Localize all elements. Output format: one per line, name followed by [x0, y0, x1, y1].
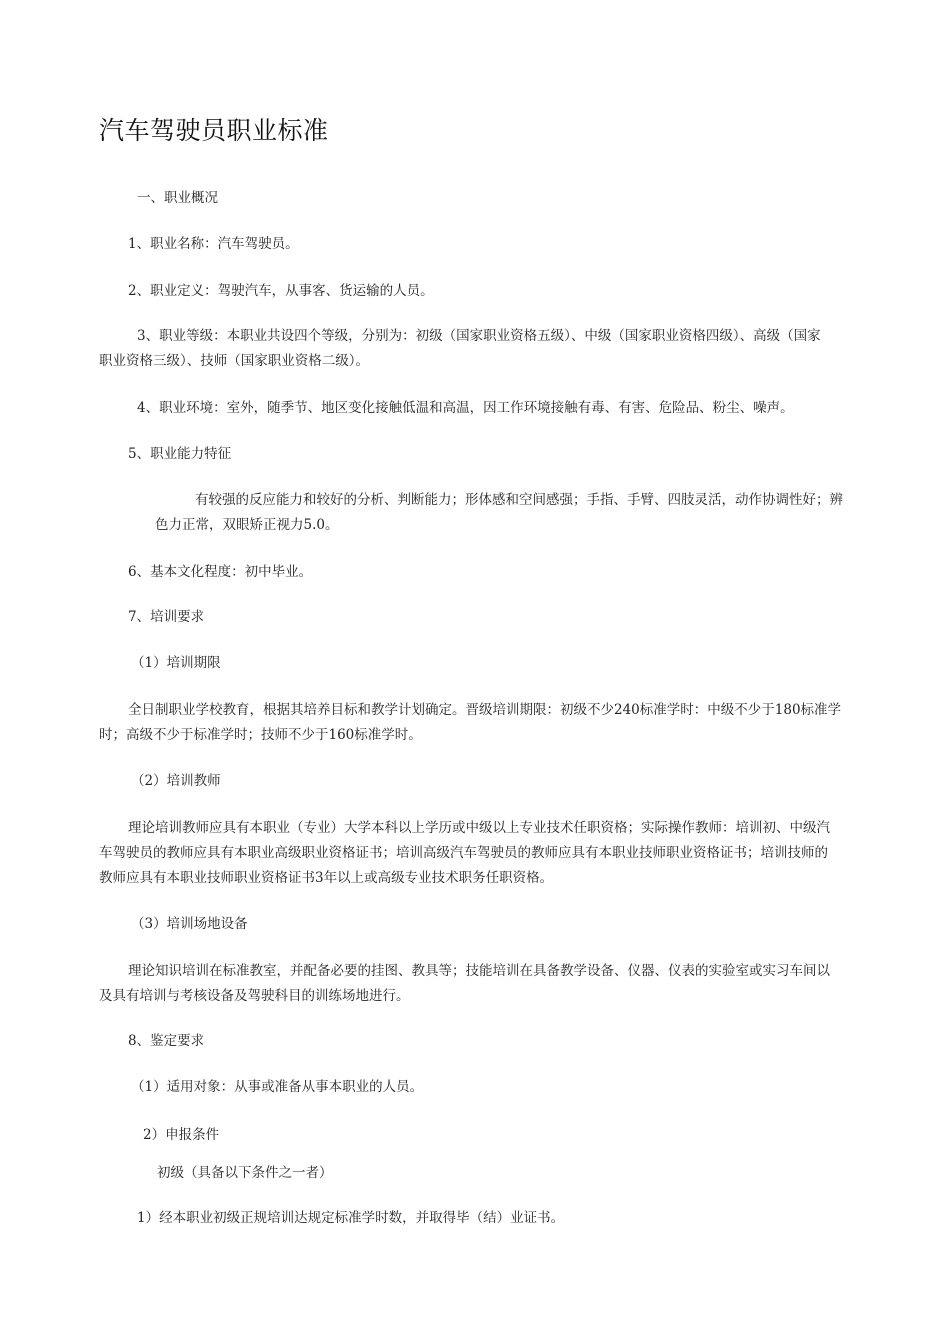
- document-title: 汽车驾驶员职业标准: [99, 116, 329, 145]
- paragraph-training-period-line1: 全日制职业学校教育，根据其培养目标和教学计划确定。晋级培训期限：初级不少240标准学时：中级不少于180标准学: [128, 702, 842, 718]
- paragraph-trainer-line3: 教师应具有本职业技师职业资格证书3年以上或高级专业技术职务任职资格。: [99, 870, 554, 886]
- paragraph-applicable-objects: （1）适用对象：从事或准备从事本职业的人员。: [131, 1079, 424, 1095]
- paragraph-training-period-line2: 时；高级不少于标准学时；技师不少于160标准学时。: [99, 727, 422, 743]
- paragraph-facilities-heading: （3）培训场地设备: [131, 916, 248, 932]
- paragraph-trainer-line2: 车驾驶员的教师应具有本职业高级职业资格证书；培训高级汽车驾驶员的教师应具有本职业技师职业资格证书；培训技师的: [99, 845, 828, 861]
- section-heading-overview: 一、职业概况: [137, 190, 218, 206]
- paragraph-junior-condition-1: 1）经本职业初级正规培训达规定标准学时数，并取得毕（结）业证书。: [137, 1210, 565, 1226]
- paragraph-occupation-definition: 2、职业定义：驾驶汽车，从事客、货运输的人员。: [128, 283, 434, 299]
- paragraph-occupation-name: 1、职业名称：汽车驾驶员。: [128, 236, 299, 252]
- paragraph-ability-line1: 有较强的反应能力和较好的分析、判断能力；形体感和空间感强；手指、手臂、四肢灵活，动作协调性好；辨: [195, 492, 843, 508]
- paragraph-occupation-levels-line2: 职业资格三级）、技师（国家职业资格二级）。: [99, 353, 369, 369]
- paragraph-training-heading: 7、培训要求: [128, 609, 205, 625]
- paragraph-occupation-levels-line1: 3、职业等级：本职业共设四个等级，分别为：初级（国家职业资格五级）、中级（国家职业资格四级）、高级（国家: [137, 328, 821, 344]
- paragraph-facilities-line1: 理论知识培训在标准教室，并配备必要的挂图、教具等；技能培训在具备教学设备、仪器、仪表的实验室或实习车间以: [128, 963, 830, 979]
- paragraph-work-environment: 4、职业环境：室外，随季节、地区变化接触低温和高温，因工作环境接触有毒、有害、危险品、粉尘、噪声。: [137, 400, 794, 416]
- paragraph-application-conditions: 2）申报条件: [143, 1127, 220, 1143]
- paragraph-trainer-line1: 理论培训教师应具有本职业（专业）大学本科以上学历或中级以上专业技术任职资格；实际操作教师：培训初、中级汽: [128, 820, 830, 836]
- paragraph-appraisal-heading: 8、鉴定要求: [128, 1033, 205, 1049]
- paragraph-education: 6、基本文化程度：初中毕业。: [128, 564, 313, 580]
- paragraph-junior-level: 初级（具备以下条件之一者）: [157, 1165, 333, 1181]
- paragraph-trainer-heading: （2）培训教师: [131, 773, 221, 789]
- paragraph-facilities-line2: 及具有培训与考核设备及驾驶科目的训练场地进行。: [99, 988, 410, 1004]
- paragraph-ability-line2: 色力正常，双眼矫正视力5.0。: [155, 517, 339, 533]
- paragraph-training-period-heading: （1）培训期限: [131, 655, 221, 671]
- paragraph-ability-heading: 5、职业能力特征: [128, 446, 232, 462]
